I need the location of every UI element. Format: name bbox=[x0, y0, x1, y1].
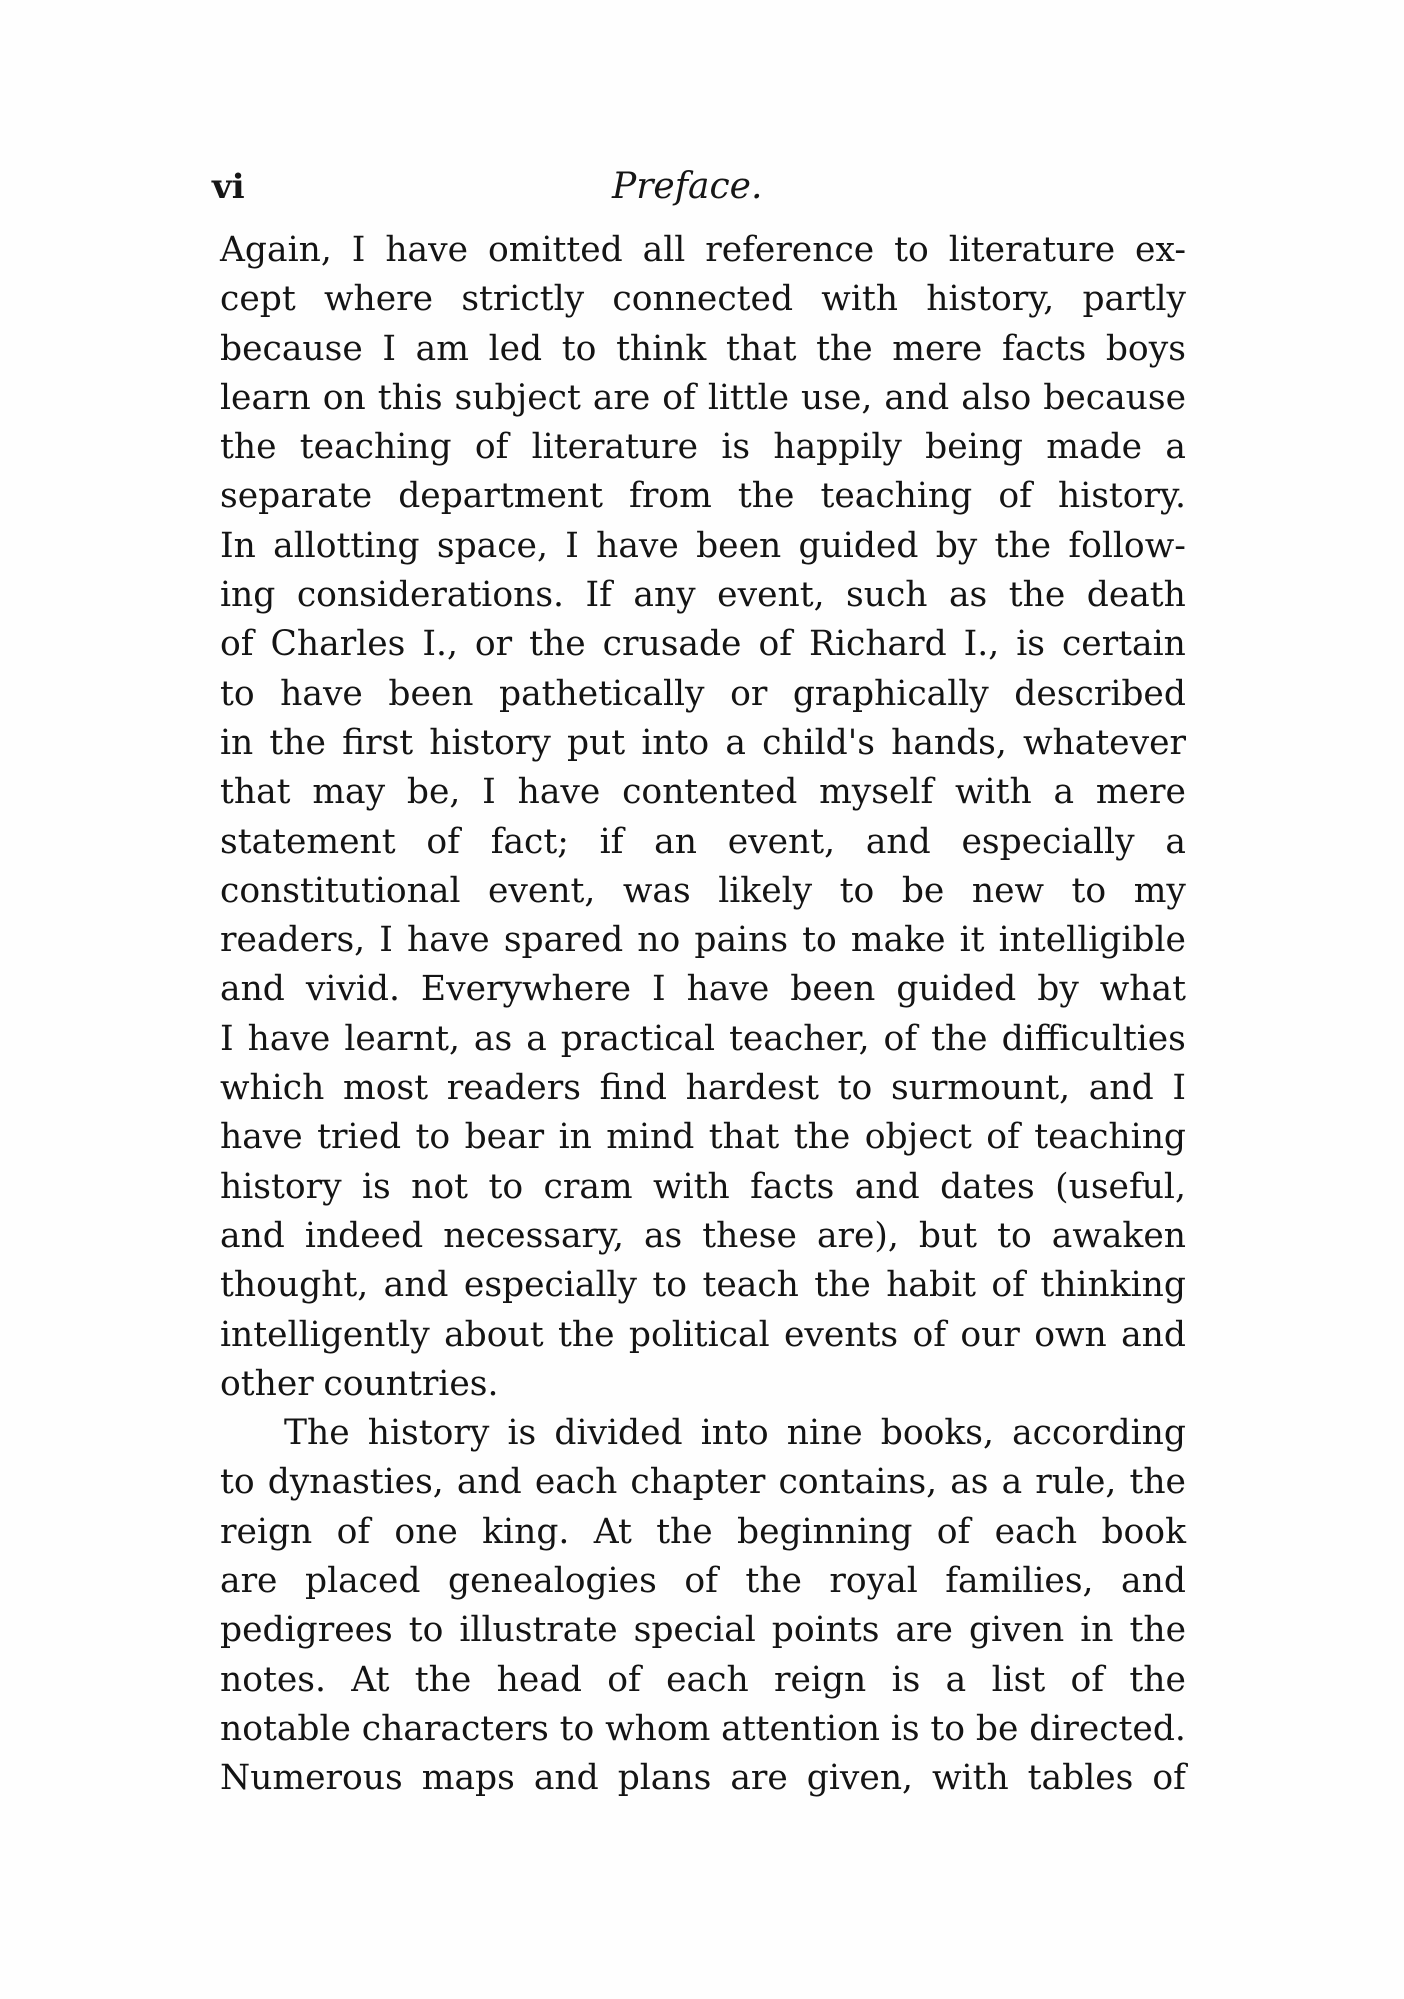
text-line: I have learnt, as a practical teacher, of the difficulties bbox=[220, 1018, 1186, 1059]
text-line: the teaching of literature is happily being made a bbox=[220, 427, 1186, 468]
text-line: and vivid. Everywhere I have been guided by what bbox=[220, 969, 1186, 1010]
text-line: in the first history put into a child's hands, whatever bbox=[220, 722, 1186, 763]
text-line: The history is divided into nine books, according bbox=[284, 1413, 1186, 1454]
text-line: because I am led to think that the mere facts boys bbox=[220, 328, 1186, 369]
text-line: to have been pathetically or graphically described bbox=[220, 673, 1186, 714]
text-line: notable characters to whom attention is to be directed. bbox=[220, 1708, 1186, 1749]
text-line: thought, and especially to teach the habit of thinking bbox=[220, 1265, 1186, 1306]
body-text bbox=[220, 226, 1186, 1804]
text-line: history is not to cram with facts and dates (useful, bbox=[220, 1166, 1186, 1207]
text-line: and indeed necessary, as these are), but to awaken bbox=[220, 1215, 1186, 1256]
text-line: intelligently about the political events of our own and bbox=[220, 1314, 1186, 1355]
text-line: ing considerations. If any event, such as the death bbox=[220, 575, 1186, 616]
text-line: constitutional event, was likely to be new to my bbox=[220, 870, 1186, 911]
text-line: other countries. bbox=[220, 1363, 499, 1404]
text-line: In allotting space, I have been guided by the follow- bbox=[220, 525, 1186, 566]
text-line: which most readers find hardest to surmount, and I bbox=[220, 1068, 1186, 1109]
text-line: pedigrees to illustrate special points are given in the bbox=[220, 1610, 1186, 1651]
text-line: learn on this subject are of little use, and also because bbox=[220, 377, 1186, 418]
running-head bbox=[212, 162, 1182, 212]
text-line: to dynasties, and each chapter contains, as a rule, the bbox=[220, 1462, 1186, 1503]
page-number: vi bbox=[212, 167, 245, 207]
text-line: of Charles I., or the crusade of Richard I., is certain bbox=[220, 624, 1186, 665]
page-title: Preface. bbox=[612, 166, 763, 207]
text-line: are placed genealogies of the royal families, and bbox=[220, 1561, 1186, 1602]
text-line: reign of one king. At the beginning of each book bbox=[220, 1511, 1186, 1552]
text-line: separate department from the teaching of history. bbox=[220, 476, 1186, 517]
text-line: readers, I have spared no pains to make it intelligible bbox=[220, 920, 1186, 961]
paragraph-2 bbox=[220, 1409, 1186, 1803]
text-line: that may be, I have contented myself with a mere bbox=[220, 772, 1186, 813]
paragraph-1 bbox=[220, 226, 1186, 1409]
text-line: cept where strictly connected with history, partly bbox=[220, 279, 1186, 320]
text-line: Numerous maps and plans are given, with tables of bbox=[220, 1758, 1186, 1799]
text-line: notes. At the head of each reign is a list of the bbox=[220, 1659, 1186, 1700]
text-line: Again, I have omitted all reference to literature ex- bbox=[220, 230, 1186, 270]
text-line: have tried to bear in mind that the object of teaching bbox=[220, 1117, 1186, 1158]
text-line: statement of fact; if an event, and especially a bbox=[220, 821, 1186, 862]
